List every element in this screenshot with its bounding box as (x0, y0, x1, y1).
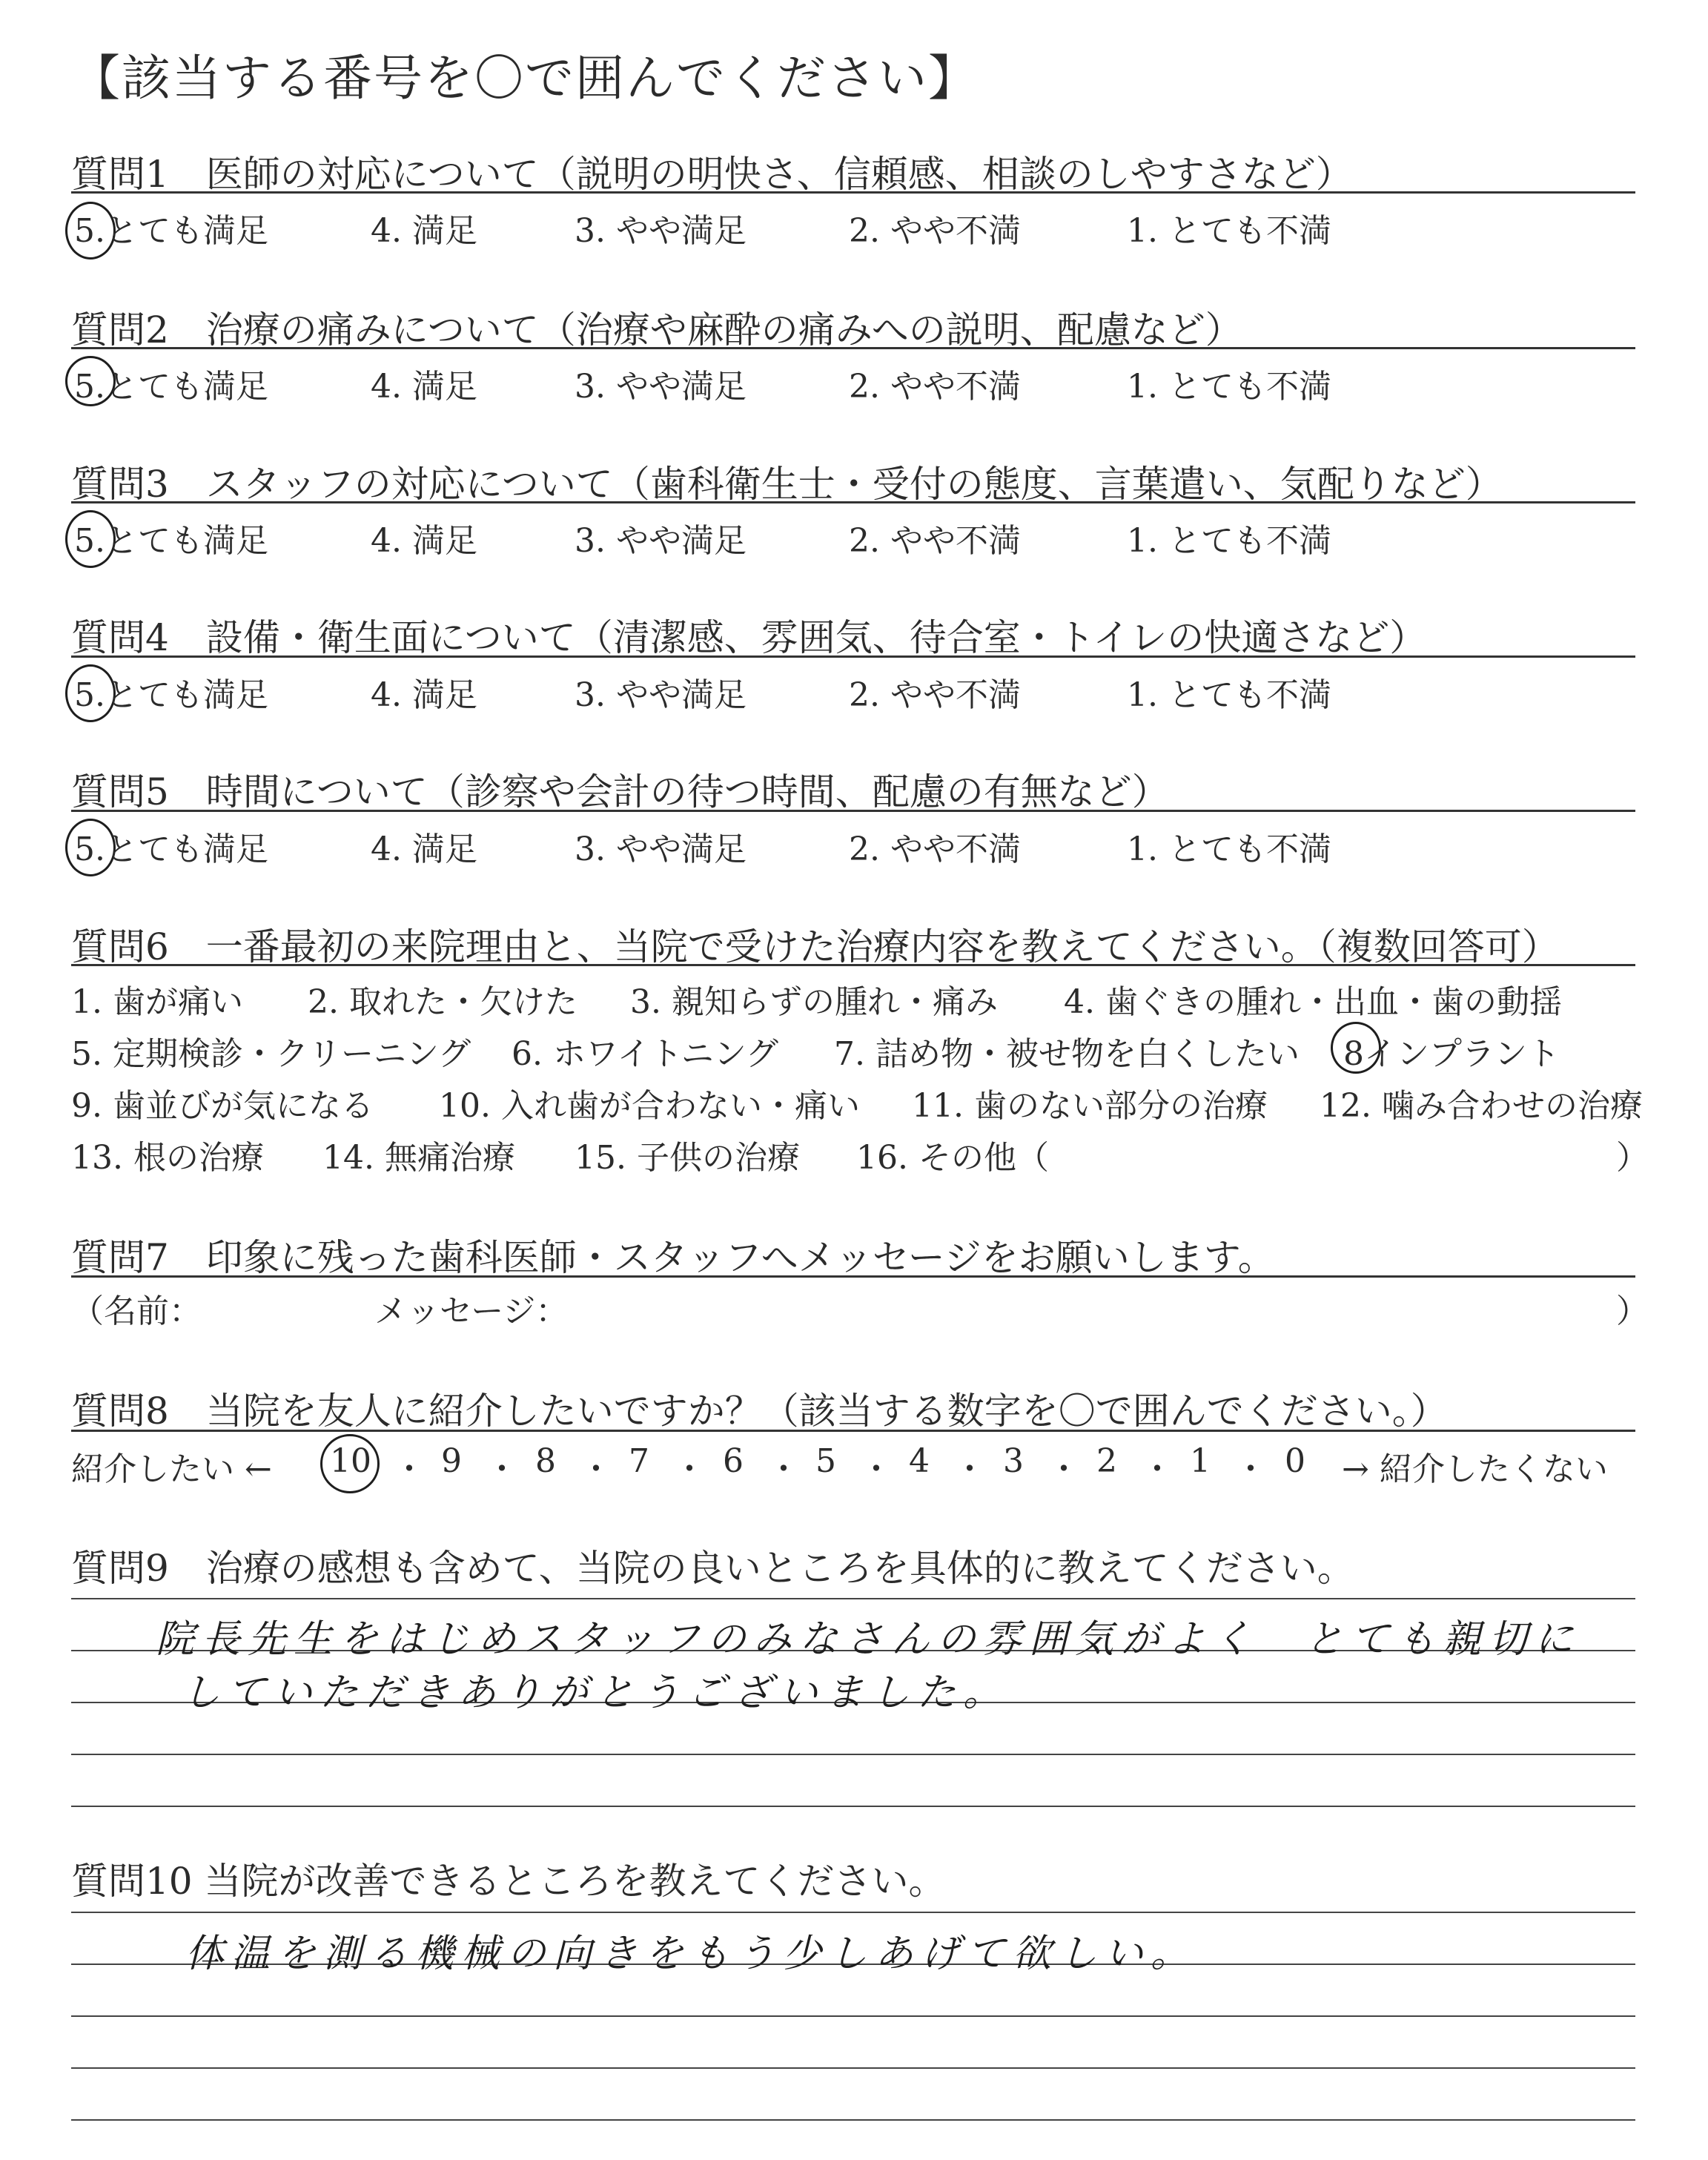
reason-item[interactable]: 14. 無痛治療 (322, 1139, 515, 1177)
reason-item[interactable]: 11. 歯のない部分の治療 (912, 1087, 1268, 1125)
reason-item[interactable]: 13. 根の治療 (71, 1139, 264, 1177)
answer-line (71, 1754, 1635, 1755)
option-5[interactable]: 5.とても満足 (74, 830, 268, 868)
handwritten-answer-line: 体温を測る機械の向きをもう少しあげて欲しい。 (185, 1932, 1197, 1976)
question-4-title: 質問4 設備・衛生面について（清潔感、雰囲気、待合室・トイレの快適さなど） (71, 616, 1427, 659)
option-3[interactable]: 3. やや満足 (575, 676, 747, 714)
scale-dot: ・ (393, 1450, 426, 1488)
question-2-title: 質問2 治療の痛みについて（治療や麻酔の痛みへの説明、配慮など） (71, 308, 1242, 351)
reason-item[interactable]: 7. 詰め物・被せ物を白くしたい (834, 1035, 1300, 1073)
option-1[interactable]: 1. とても不満 (1127, 522, 1331, 560)
answer-line (71, 1912, 1635, 1913)
question-3-rule (71, 501, 1635, 503)
reason-item[interactable]: 10. 入れ歯が合わない・痛い (439, 1087, 860, 1125)
question-2-rule (71, 347, 1635, 349)
option-3[interactable]: 3. やや満足 (575, 212, 747, 250)
option-4[interactable]: 4. 満足 (371, 212, 477, 250)
option-1[interactable]: 1. とても不満 (1127, 830, 1331, 868)
scale-dot: ・ (486, 1450, 518, 1488)
option-3[interactable]: 3. やや満足 (575, 522, 747, 560)
reason-item[interactable]: 2. 取れた・欠けた (308, 983, 577, 1021)
scale-10[interactable]: 10 (330, 1442, 371, 1480)
scale-0[interactable]: 0 (1285, 1442, 1305, 1480)
reason-item[interactable]: 9. 歯並びが気になる (71, 1087, 374, 1125)
option-3[interactable]: 3. やや満足 (575, 830, 747, 868)
option-5[interactable]: 5.とても満足 (74, 368, 268, 406)
question-7-rule (71, 1275, 1635, 1278)
question-10-title: 質問10 当院が改善できるところを教えてください。 (71, 1860, 946, 1903)
option-2[interactable]: 2. やや不満 (849, 676, 1021, 714)
reason-item[interactable]: 4. 歯ぐきの腫れ・出血・歯の動揺 (1064, 983, 1562, 1021)
option-1[interactable]: 1. とても不満 (1127, 676, 1331, 714)
form-header: 【該当する番号を〇で囲んでください】 (71, 50, 979, 107)
scale-1[interactable]: 1 (1190, 1442, 1211, 1480)
option-4[interactable]: 4. 満足 (371, 368, 477, 406)
reason-item[interactable]: 6. ホワイトニング (512, 1035, 779, 1073)
question-9-title: 質問9 治療の感想も含めて、当院の良いところを具体的に教えてください。 (71, 1547, 1354, 1590)
question-5-title: 質問5 時間について（診察や会計の待つ時間、配慮の有無など） (71, 770, 1169, 813)
question-5-rule (71, 810, 1635, 812)
scale-dot: ・ (1141, 1450, 1174, 1488)
answer-line (71, 2067, 1635, 2069)
option-4[interactable]: 4. 満足 (371, 676, 477, 714)
scale-6[interactable]: 6 (723, 1442, 744, 1480)
scale-dot: ・ (1234, 1450, 1267, 1488)
reason-item[interactable]: 5. 定期検診・クリーニング (71, 1035, 471, 1073)
reason-item[interactable]: 15. 子供の治療 (575, 1139, 800, 1177)
reason-item[interactable]: 3. 親知らずの腫れ・痛み (630, 983, 998, 1021)
option-5[interactable]: 5.とても満足 (74, 212, 268, 250)
option-1[interactable]: 1. とても不満 (1127, 212, 1331, 250)
scale-dot: ・ (953, 1450, 986, 1488)
question-1-title: 質問1 医師の対応について（説明の明快さ、信頼感、相談のしやすさなど） (71, 153, 1353, 196)
handwritten-answer-line: 院長先生をはじめスタッフのみなさんの雰囲気がよく とても親切に (156, 1617, 1581, 1662)
reason-item-other[interactable]: 16. その他（ (856, 1139, 1049, 1177)
question-4-rule (71, 655, 1635, 658)
question-7-title: 質問7 印象に残った歯科医師・スタッフへメッセージをお願いします。 (71, 1236, 1275, 1279)
scale-dot: ・ (767, 1450, 800, 1488)
option-2[interactable]: 2. やや不満 (849, 368, 1021, 406)
option-4[interactable]: 4. 満足 (371, 522, 477, 560)
handwritten-answer-line: していただきありがとうございました。 (182, 1671, 1010, 1715)
answer-line (71, 2015, 1635, 2017)
option-2[interactable]: 2. やや不満 (849, 212, 1021, 250)
name-label: （名前： (71, 1292, 202, 1330)
option-3[interactable]: 3. やや満足 (575, 368, 747, 406)
answer-line (71, 1598, 1635, 1599)
scale-dot: ・ (1047, 1450, 1080, 1488)
answer-line (71, 2119, 1635, 2121)
option-1[interactable]: 1. とても不満 (1127, 368, 1331, 406)
scale-dot: ・ (860, 1450, 893, 1488)
question-3-title: 質問3 スタッフの対応について（歯科衛生士・受付の態度、言葉遣い、気配りなど） (71, 463, 1503, 506)
reason-item[interactable]: 1. 歯が痛い (71, 983, 243, 1021)
answer-line (71, 1806, 1635, 1807)
message-label: メッセージ： (374, 1292, 569, 1330)
scale-9[interactable]: 9 (441, 1442, 462, 1480)
option-5[interactable]: 5.とても満足 (74, 522, 268, 560)
scale-4[interactable]: 4 (909, 1442, 930, 1480)
message-close-paren: ） (1616, 1292, 1649, 1330)
scale-7[interactable]: 7 (629, 1442, 649, 1480)
question-8-title: 質問8 当院を友人に紹介したいですか？（該当する数字を〇で囲んでください。） (71, 1390, 1448, 1433)
question-6-title: 質問6 一番最初の来院理由と、当院で受けた治療内容を教えてください。（複数回答可） (71, 925, 1559, 968)
scale-2[interactable]: 2 (1096, 1442, 1117, 1480)
reason-item-implant[interactable]: 8インプラント (1343, 1035, 1560, 1073)
question-1-rule (71, 191, 1635, 194)
option-2[interactable]: 2. やや不満 (849, 522, 1021, 560)
option-4[interactable]: 4. 満足 (371, 830, 477, 868)
reason-item[interactable]: 12. 噛み合わせの治療 (1320, 1087, 1643, 1125)
scale-dot: ・ (580, 1450, 612, 1488)
other-close-paren: ） (1616, 1139, 1649, 1177)
question-6-rule (71, 964, 1635, 966)
recommend-right-label: → 紹介したくない (1342, 1450, 1608, 1488)
question-8-rule (71, 1430, 1635, 1432)
recommend-left-label: 紹介したい ← (71, 1450, 272, 1488)
option-2[interactable]: 2. やや不満 (849, 830, 1021, 868)
option-5[interactable]: 5.とても満足 (74, 676, 268, 714)
scale-5[interactable]: 5 (815, 1442, 836, 1480)
scale-dot: ・ (673, 1450, 706, 1488)
scale-3[interactable]: 3 (1003, 1442, 1024, 1480)
scale-8[interactable]: 8 (535, 1442, 556, 1480)
